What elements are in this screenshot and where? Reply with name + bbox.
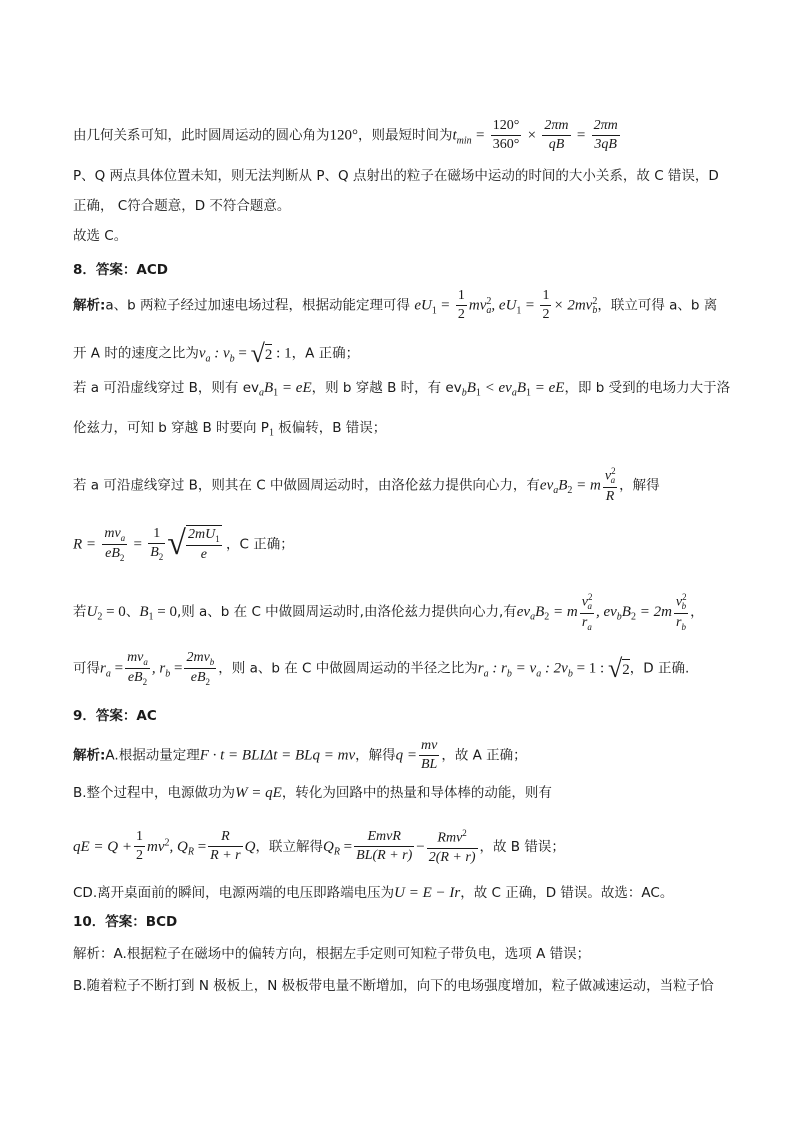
- frac-num: v: [675, 594, 683, 610]
- times-sign: ×: [527, 127, 537, 144]
- eq-sign: =: [170, 660, 183, 677]
- sqrt-body: 2: [265, 344, 273, 364]
- text: ，: [690, 603, 704, 620]
- text: ，则 a、b 在 C 中做圆周运动的半径之比为: [218, 660, 478, 677]
- q8-line5: [73, 466, 733, 505]
- sub: b: [592, 305, 598, 317]
- tmin-symbol: t: [452, 127, 457, 144]
- q8-l3a: 若 a 可沿虚线穿过 B，则有 ev: [73, 380, 259, 396]
- eq-part: Q: [322, 838, 334, 855]
- eq-sign: =: [576, 127, 586, 144]
- eq-part: v: [198, 345, 206, 362]
- geometry-text: 由几何关系可知，此时圆周运动的圆心角为: [73, 127, 330, 144]
- q8-line2: [73, 338, 733, 369]
- frac-num: 1: [148, 526, 165, 544]
- text: ，D 正确.: [629, 660, 690, 677]
- text: ，解得: [355, 747, 396, 764]
- q10-header: 10．答案：BCD: [73, 914, 178, 930]
- q8-l6-tail: ，C 正确；: [226, 536, 294, 553]
- frac-den: BL(R + r): [356, 848, 413, 864]
- eq-part: , ev: [595, 603, 617, 620]
- eq-part: = eE: [531, 380, 565, 396]
- eq-part: B: [516, 380, 526, 396]
- sub: 1: [273, 387, 279, 399]
- analysis-label: 解析:: [73, 747, 106, 764]
- frac-den: 2: [542, 307, 550, 323]
- eq-part: mv: [147, 838, 165, 855]
- sub: b: [165, 668, 171, 680]
- q8-l1-tail: ，联立可得 a、b 离: [597, 297, 718, 314]
- q9-line4: [73, 884, 733, 902]
- sub: a: [553, 485, 559, 497]
- text: 、: [125, 603, 140, 620]
- q9-header: 9．答案：AC: [73, 708, 157, 724]
- fraction-mv-BL: [419, 738, 439, 773]
- frac-num: 2mU: [187, 527, 216, 543]
- frac-den: B: [150, 545, 159, 561]
- fraction-period: [542, 118, 570, 153]
- eq-part: = 1 :: [572, 660, 608, 677]
- frac-num: 2mv: [186, 650, 210, 665]
- minus-sign: −: [416, 838, 425, 855]
- frac-num: EmvR: [354, 829, 414, 847]
- frac-den: e: [200, 547, 207, 563]
- sub: 1: [516, 305, 522, 317]
- eq-part: = eE: [278, 380, 312, 396]
- frac-den: qB: [548, 137, 565, 153]
- fraction-2mU-e: [186, 527, 222, 563]
- frac-num: 1: [540, 288, 551, 306]
- sub: 1: [431, 305, 437, 317]
- sqrt: √2: [607, 654, 630, 684]
- q8-line3: [73, 379, 733, 400]
- eq-part: , Q: [169, 838, 188, 855]
- sub: a: [205, 353, 211, 365]
- sub: 1: [148, 611, 154, 623]
- min-time-text: ，则最短时间为: [358, 127, 453, 144]
- eq-part: = m: [572, 477, 601, 494]
- eq-part: B: [535, 603, 545, 620]
- eq-sign: =: [193, 838, 207, 855]
- eq-part: B: [621, 603, 631, 620]
- sqrt-body: 2: [622, 659, 630, 679]
- sub: a: [143, 656, 148, 667]
- eq-part: : 1: [272, 345, 292, 362]
- eq-part: B: [139, 603, 149, 620]
- p2-line2: 正确， C符合题意，D 不符合题意。: [73, 198, 291, 214]
- fraction-ra: [125, 650, 150, 687]
- eq-part: = 0: [153, 603, 177, 620]
- sup: 2: [611, 466, 616, 476]
- q8-l3-text: ，则 b 穿越 B 时，有 ev: [311, 380, 462, 396]
- sub: b: [209, 656, 215, 667]
- text: ，故 C 正确，D 错误。故选：AC。: [460, 885, 674, 901]
- eq-part: : r: [488, 660, 507, 677]
- eq-part: , eU: [491, 297, 517, 314]
- frac-den: 3qB: [594, 137, 617, 153]
- fraction-v2-R: [603, 466, 617, 505]
- eq-part: B: [264, 380, 274, 396]
- text: B.整个过程中，电源做功为: [73, 785, 236, 801]
- sub: 2: [97, 611, 103, 623]
- fraction-Rmv2: [427, 828, 478, 866]
- frac-den: BL: [421, 757, 438, 773]
- eq-part: , r: [151, 660, 166, 677]
- sub: b: [506, 668, 512, 680]
- fraction-rb: [184, 650, 216, 687]
- eq-part: R =: [73, 536, 97, 553]
- sub: 2: [119, 552, 125, 563]
- eq-part: r: [100, 660, 106, 677]
- q8-l1-text: a、b 两粒子经过加速电场过程，根据动能定理可得: [105, 297, 411, 314]
- fraction-vb2-rb: [674, 592, 688, 632]
- eq-sign: =: [475, 127, 485, 144]
- sub: a: [105, 668, 111, 680]
- frac-den: eB: [190, 670, 206, 686]
- sub: 2: [142, 676, 148, 687]
- sqrt: √ $\frac{2mU_1}{e}$: [167, 525, 220, 563]
- fraction-va2-ra: [580, 592, 594, 632]
- sub: a: [536, 668, 542, 680]
- frac-num: mv: [419, 738, 439, 756]
- sub: 1: [475, 387, 481, 399]
- q9-line1: [73, 738, 733, 773]
- sub: 1: [268, 427, 274, 439]
- fraction-EmvR: [354, 829, 414, 864]
- sub: R: [187, 846, 194, 858]
- q8-line1: [73, 288, 733, 323]
- sub: b: [567, 668, 573, 680]
- q8-line4: [73, 420, 733, 440]
- text: ，联立解得: [255, 838, 323, 855]
- sup: 2: [486, 296, 492, 308]
- q8-l4a: 伦兹力，可知 b 穿越 B 时要向 P: [73, 420, 269, 436]
- sub: a: [587, 621, 592, 632]
- sup: 2: [462, 828, 467, 838]
- sub: b: [461, 387, 467, 399]
- eq-sign: =: [441, 297, 450, 314]
- q8-l5-text: 若 a 可沿虚线穿过 B，则其在 C 中做圆周运动时，由洛伦兹力提供向心力，有: [73, 477, 540, 494]
- sub: b: [229, 353, 235, 365]
- frac-den: eB: [127, 670, 143, 686]
- frac-den: R + r: [210, 848, 241, 864]
- q8-l3-tail: ，即 b 受到的电场力大于洛: [564, 380, 731, 396]
- q8-l2-text: 开 A 时的速度之比为: [73, 345, 199, 362]
- sub: 1: [215, 534, 220, 545]
- sub: b: [681, 621, 686, 632]
- sub: 2: [567, 485, 573, 497]
- sub: b: [616, 611, 622, 623]
- sub: b: [681, 601, 687, 612]
- eq-part: = v: [511, 660, 537, 677]
- fraction-angle: [491, 118, 522, 153]
- fraction-mv-eB: [102, 526, 127, 563]
- frac-num: Rmv: [437, 830, 463, 846]
- sub: 1: [526, 387, 531, 399]
- q9-line2: [73, 784, 733, 802]
- p2-line3: 故选 C。: [73, 228, 128, 244]
- frac-num: 120°: [491, 118, 522, 136]
- eq-part: ev: [539, 477, 554, 494]
- sub: a: [587, 601, 592, 612]
- q8-line6: [73, 524, 733, 565]
- q10-line1: 解析：A.根据粒子在磁场中的偏转方向，根据左手定则可知粒子带负电，选项 A 错误；: [73, 946, 591, 962]
- eq-part: ev: [516, 603, 531, 620]
- frac-num: mv: [127, 650, 144, 665]
- p2-line1: P、Q 两点具体位置未知，则无法判断从 P、Q 点射出的粒子在磁场中运动的时间的大小关系，故 C 错误，D: [73, 168, 719, 184]
- eq-part: eU: [414, 297, 432, 314]
- sub: a: [259, 387, 264, 399]
- eq-part: W = qE: [235, 785, 282, 801]
- angle-value: 120°: [329, 127, 358, 144]
- frac-num: mv: [104, 525, 121, 541]
- sub: R: [333, 846, 340, 858]
- eq-part: B: [466, 380, 476, 396]
- frac-den: R: [605, 488, 615, 504]
- eq-part: < ev: [480, 380, 512, 396]
- eq-part: U = E − Ir: [394, 885, 461, 901]
- eq-sign: =: [525, 297, 535, 314]
- sup: 2: [587, 592, 593, 602]
- eq-part: : v: [210, 345, 230, 362]
- sub: 2: [158, 552, 164, 563]
- sqrt: √2: [250, 339, 273, 368]
- sub: a: [483, 668, 489, 680]
- frac-num: v: [581, 594, 588, 610]
- frac-num: v: [604, 468, 612, 484]
- sub: 2: [544, 611, 550, 623]
- sub: a: [511, 387, 517, 399]
- text: ,则 a、b 在 C 中做圆周运动时,由洛伦兹力提供向心力,有: [176, 603, 517, 620]
- eq-part: U: [86, 603, 98, 620]
- fraction-R-Rr: [208, 829, 242, 864]
- eq-part: = m: [549, 603, 578, 620]
- frac-den: eB: [105, 545, 120, 561]
- sub: a: [120, 532, 126, 543]
- frac-num: R: [208, 829, 242, 847]
- eq-sign: =: [133, 536, 142, 553]
- text: A.根据动量定理: [105, 747, 200, 764]
- tmin-sub: min: [456, 135, 472, 147]
- eq-sign: =: [234, 345, 251, 362]
- fraction-half: [134, 829, 145, 864]
- eq-part: Q: [244, 838, 256, 855]
- eq-part: × 2mv: [553, 297, 593, 314]
- q10-line2: B.随着粒子不断打到 N 极板上，N 极板带电量不断增加，向下的电场强度增加，粒子做减速运动，当粒子恰: [73, 978, 714, 994]
- sub: 2: [205, 676, 210, 687]
- text: CD.离开桌面前的瞬间，电源两端的电压即路端电压为: [73, 885, 395, 901]
- fraction-half: [456, 288, 467, 323]
- frac-den: r: [581, 614, 588, 630]
- q8-line7: [73, 592, 733, 632]
- q8-line8: [73, 650, 733, 687]
- fraction-1-B2: [148, 526, 165, 562]
- text: ，故 B 错误；: [479, 838, 565, 855]
- sup: 2: [592, 296, 598, 308]
- eq-part: : 2v: [541, 660, 568, 677]
- fraction-half: [540, 288, 551, 323]
- sub: 2: [630, 611, 636, 623]
- sub: a: [530, 611, 536, 623]
- q8-l5-tail: ，解得: [619, 477, 660, 494]
- sup: 2: [682, 592, 687, 602]
- frac-num: 1: [134, 829, 145, 847]
- fraction-result: [592, 118, 620, 153]
- frac-num: 1: [456, 288, 467, 306]
- frac-den: r: [676, 614, 682, 630]
- eq-sign: =: [339, 838, 353, 855]
- sub: a: [610, 475, 616, 486]
- text: ，故 A 正确；: [441, 747, 527, 764]
- text: 可得: [73, 660, 100, 677]
- frac-num: 2πm: [542, 118, 570, 136]
- sub: a: [486, 305, 492, 317]
- sup: 2: [164, 837, 170, 849]
- frac-num: 2πm: [592, 118, 620, 136]
- time-derivation-line: [73, 118, 733, 153]
- eq-part: qE = Q +: [73, 838, 132, 855]
- frac-den: 2: [136, 848, 143, 864]
- eq-part: = 2m: [635, 603, 672, 620]
- q8-header: 8．答案：ACD: [73, 262, 168, 278]
- frac-den: 2(R + r): [428, 849, 476, 865]
- eq-part: mv: [468, 297, 487, 314]
- eq-part: = 0: [102, 603, 126, 620]
- eq-part: B: [558, 477, 568, 494]
- frac-den: 2: [457, 307, 465, 323]
- frac-den: 360°: [492, 137, 520, 153]
- q8-l2-tail: ，A 正确；: [291, 345, 360, 362]
- analysis-label: 解析:: [73, 297, 106, 314]
- eq-part: q =: [395, 747, 417, 764]
- q8-l4b: 板偏转，B 错误；: [273, 420, 387, 436]
- text: 若: [73, 603, 87, 620]
- eq-sign: =: [110, 660, 124, 677]
- q9-line3: [73, 828, 733, 866]
- eq-part: F · t = BLIΔt = BLq = mv: [199, 747, 356, 764]
- eq-part: r: [477, 660, 484, 677]
- text: ，转化为回路中的热量和导体棒的动能，则有: [281, 785, 552, 801]
